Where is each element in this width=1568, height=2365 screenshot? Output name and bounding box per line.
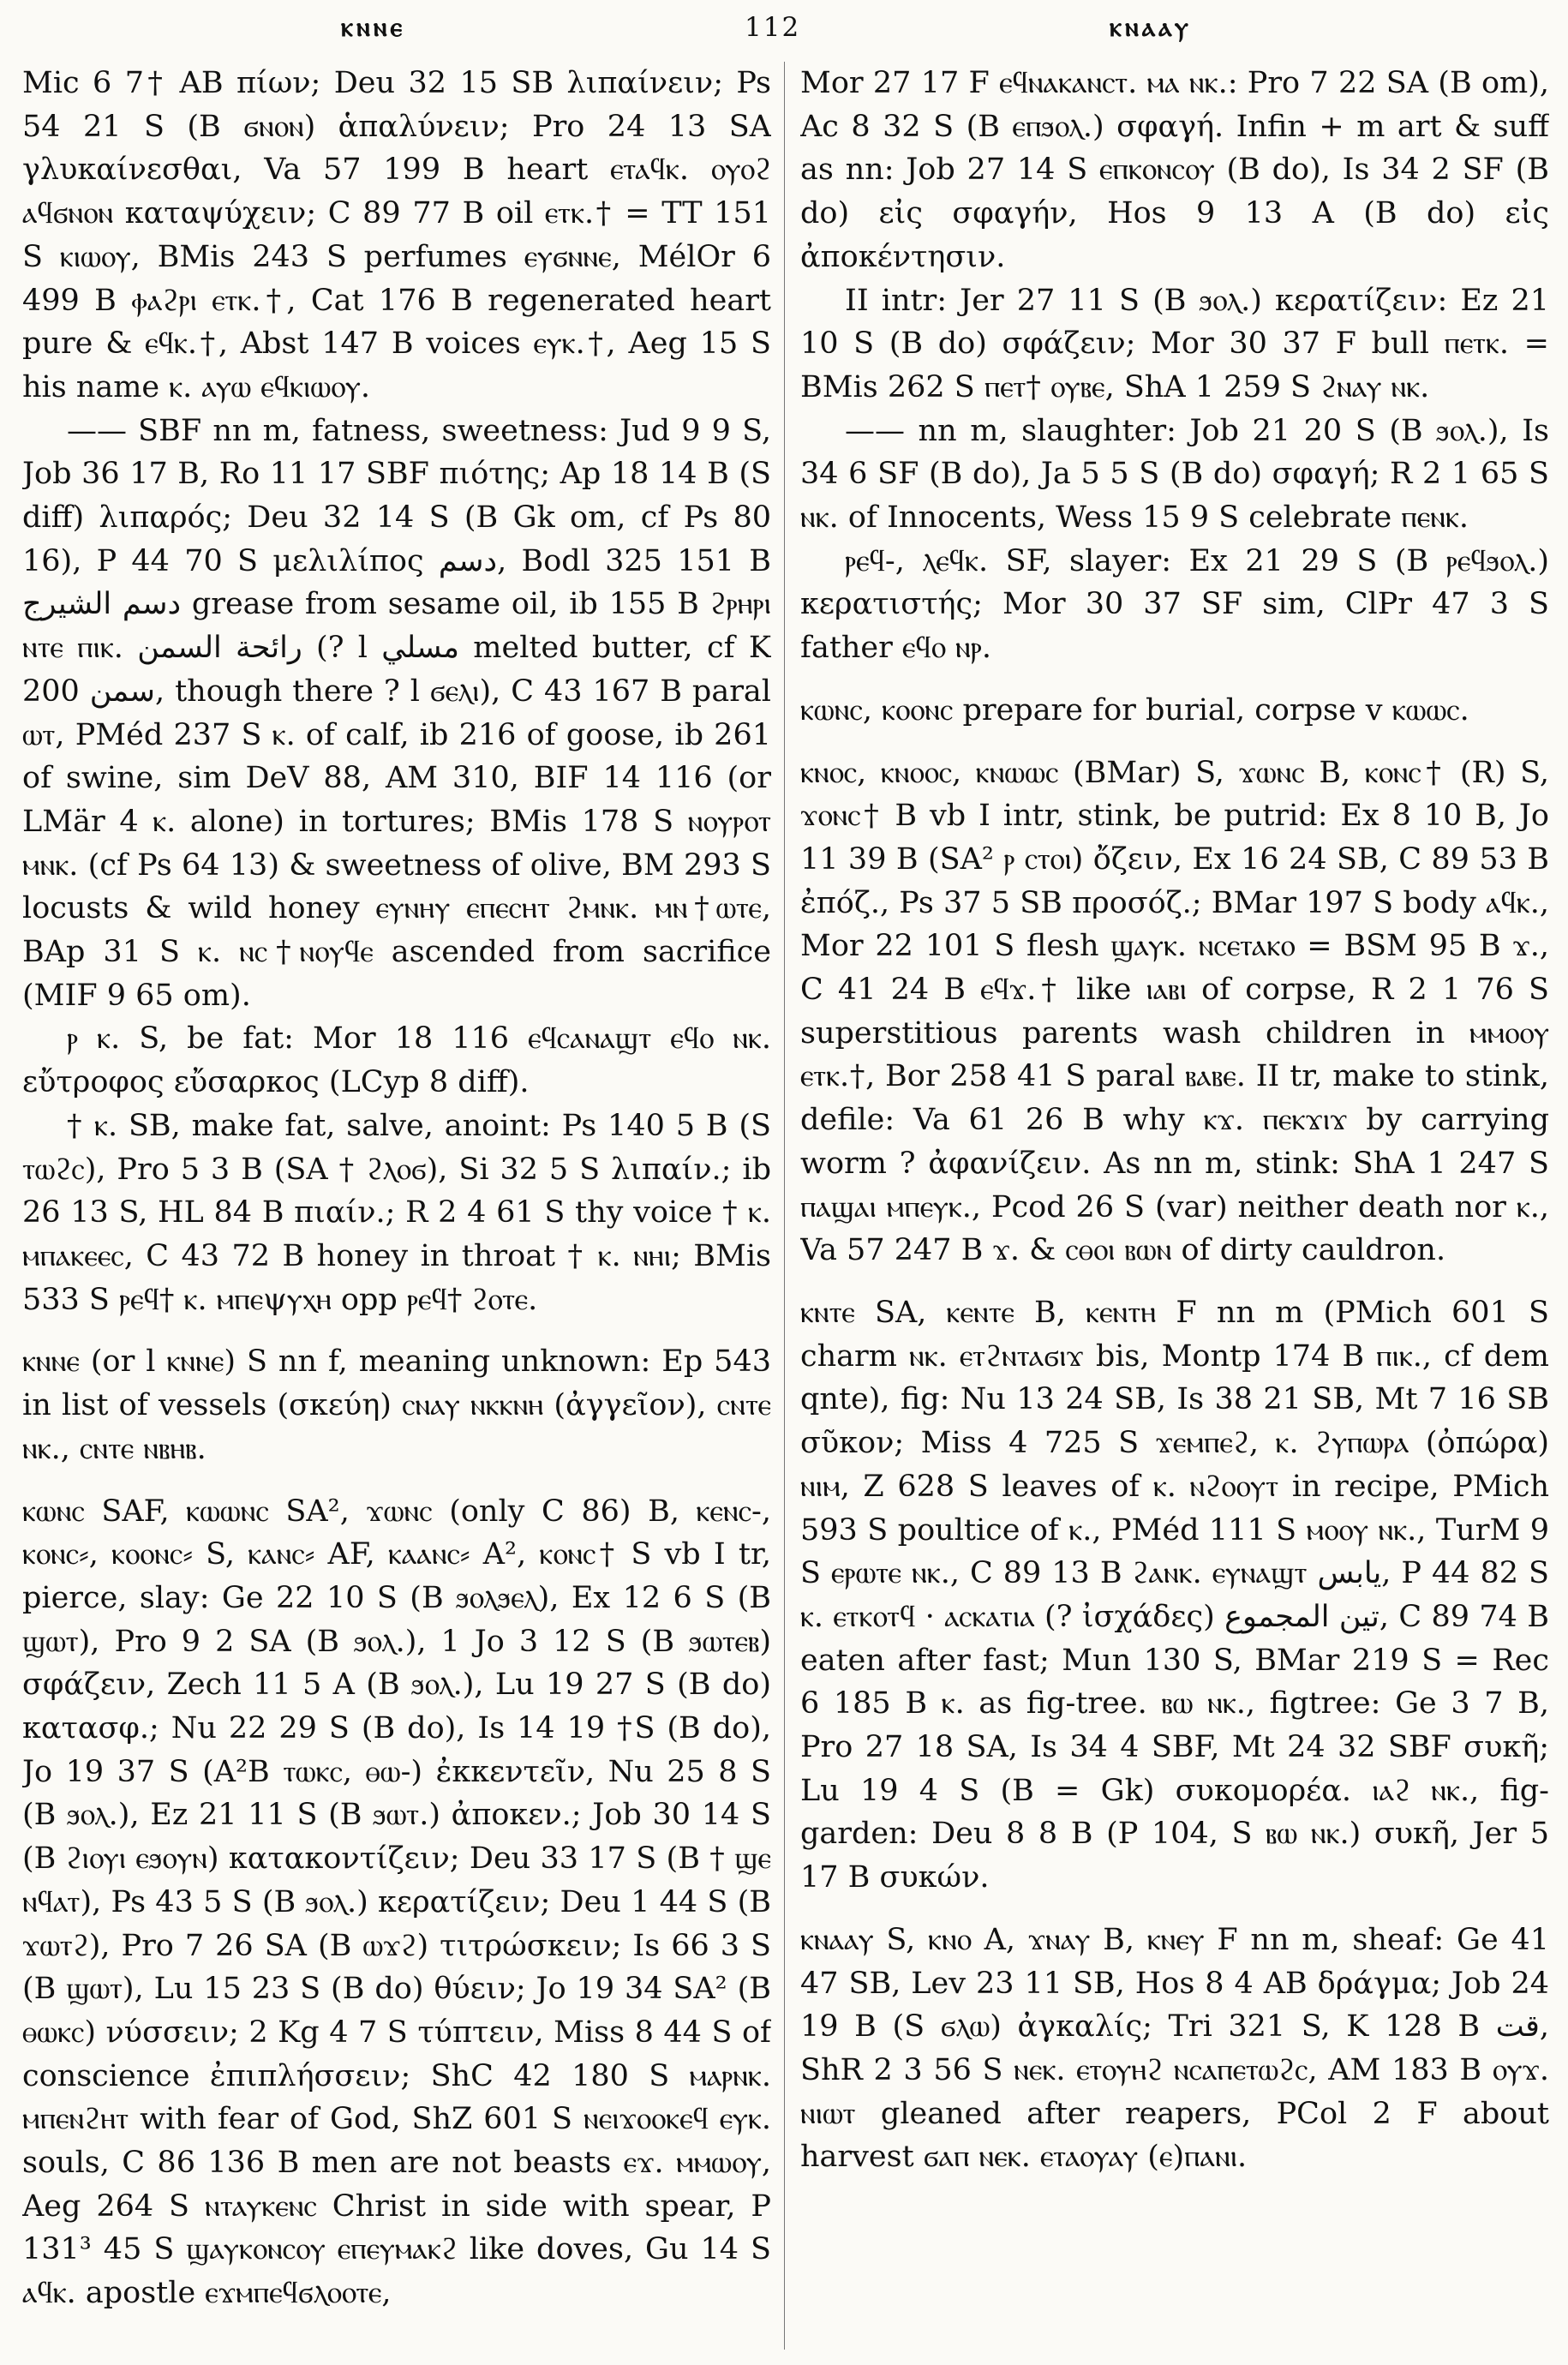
running-head-right: ⲕⲛⲁⲁⲩ	[1110, 12, 1192, 43]
entry-paragraph: Mic 6 7† AB πίων; Deu 32 15 SB λιπαίνειν; Ps 54 21 S (B ϭⲛⲟⲛ) ἁπαλύνειν; Pro 24 13 SA γλυκαίνεσθαι, Va 57 199 B heart ⲉⲧⲁϥⲕ. ⲟⲩⲟϩ ⲁϥϭⲛⲟⲛ καταψύχειν; C 89 77 B oil ⲉⲧⲕ.† = TT 151 S ⲕⲓⲱⲟⲩ, BMis 243 S perfumes ⲉⲩϭⲛⲛⲉ, MélOr 6 499 B ⲫⲁϩⲣⲓ ⲉⲧⲕ.†, Cat 176 B regenerated heart pure & ⲉϥⲕ.†, Abst 147 B voices ⲉⲩⲕ.†, Aeg 15 S his name ⲕ. ⲁⲩⲱ ⲉϥⲕⲓⲱⲟⲩ.	[22, 66, 771, 404]
entry-paragraph: ⲣⲉϥ-, ⲗⲉϥⲕ. SF, slayer: Ex 21 29 S (B ⲣⲉϥϧⲟⲗ.) κερατιστής; Mor 30 37 SF sim, ClPr 47 3 S father ⲉϥⲟ ⲛⲣ.	[800, 543, 1549, 666]
entry-paragraph: † ⲕ. SB, make fat, salve, anoint: Ps 140 5 B (S ⲧⲱϩⲥ), Pro 5 3 B (SA † ϩⲗⲟϭ), Si 32 5 S λιπαίν.; ib 26 13 S, HL 84 B πιαίν.; R 2 4 61 S thy voice † ⲕ. ⲙⲡⲁⲕⲉⲉⲥ, C 43 72 B honey in throat † ⲕ. ⲛⲏⲓ; BMis 533 S ⲣⲉϥ† ⲕ. ⲙⲡⲉψⲩⲭⲏ opp ⲣⲉϥ† ϩⲟⲧⲉ.	[22, 1108, 771, 1317]
page-number: 112	[745, 12, 801, 43]
column-divider	[784, 62, 785, 2350]
left-column	[22, 62, 771, 2358]
entry-headword-paragraph: ⲕⲛⲧⲉ SA, ⲕⲉⲛⲧⲉ B, ⲕⲉⲛⲧⲏ F nn m (PMich 601 S charm ⲛⲕ. ⲉⲧϩⲛⲧⲁϭⲓϫ bis, Montp 174 B ⲡⲓⲕ., cf dem qnte), fig: Nu 13 24 SB, Is 38 21 SB, Mt 7 16 SB σῦκον; Miss 4 725 S ϫⲉⲙⲡⲉϩ, ⲕ. ϩⲩⲡⲱⲣⲁ (ὀπώρα) ⲛⲓⲙ, Z 628 S leaves of ⲕ. ⲛϩⲟⲟⲩⲧ in recipe, PMich 593 S poultice of ⲕ., PMéd 111 S ⲙⲟⲟⲩ ⲛⲕ., TurM 9 S ⲉⲣⲱⲧⲉ ⲛⲕ., C 89 13 B ϩⲁⲛⲕ. ⲉⲩⲛⲁϣⲧ يابس, P 44 82 S ⲕ. ⲉⲧⲕⲟⲧϥ · ⲁⲥⲕⲁⲧⲓⲁ (? ἰσχάδες) تين المجموع, C 89 74 B eaten after fast; Mun 130 S, BMar 219 S = Rec 6 185 B ⲕ. as fig-tree. ⲃⲱ ⲛⲕ., figtree: Ge 3 7 B, Pro 27 18 SA, Is 34 4 SBF, Mt 24 32 SBF συκῆ; Lu 19 4 S (B = Gk) συκομορέα. ⲓⲁϩ ⲛⲕ., fig-garden: Deu 8 8 B (P 104, S ⲃⲱ ⲛⲕ.) συκῆ, Jer 5 17 B συκών.	[800, 1295, 1549, 1895]
entry-paragraph: Mor 27 17 F ⲉϥⲛⲁⲕⲁⲛⲥⲧ. ⲙⲁ ⲛⲕ.: Pro 7 22 SA (B om), Ac 8 32 S (B ⲉⲡϧⲟⲗ.) σφαγή. Infin + m art & suff as nn: Job 27 14 S ⲉⲡⲕⲟⲛⲥⲟⲩ (B do), Is 34 2 SF (B do) εἰς σφαγήν, Hos 9 13 A (B do) εἰς ἀποκέντησιν.	[800, 66, 1549, 274]
entry-headword-paragraph: ⲕⲱⲛⲥ SAF, ⲕⲱⲱⲛⲥ SA², ϫⲱⲛⲥ (only C 86) B, ⲕⲉⲛⲥ-, ⲕⲟⲛⲥ⸗, ⲕⲟⲟⲛⲥ⸗ S, ⲕⲁⲛⲥ⸗ AF, ⲕⲁⲁⲛⲥ⸗ A², ⲕⲟⲛⲥ† S vb I tr, pierce, slay: Ge 22 10 S (B ϧⲟⲗϧⲉⲗ), Ex 12 6 S (B ϣⲱⲧ), Pro 9 2 SA (B ϧⲟⲗ.), 1 Jo 3 12 S (B ϧⲱⲧⲉⲃ) σφάζειν, Zech 11 5 A (B ϧⲟⲗ.), Lu 19 27 S (B do) κατασφ.; Nu 22 29 S (B do), Is 14 19 †S (B do), Jo 19 37 S (A²B ⲧⲱⲕⲥ, ⲑⲱ-) ἐκκεντεῖν, Nu 25 8 S (B ϧⲟⲗ.), Ez 21 11 S (B ϧⲱⲧ.) ἀποκεν.; Job 30 14 S (B ϩⲓⲟⲩⲓ ⲉϧⲟⲩⲛ) κατακοντίζειν; Deu 33 17 S (B † ϣⲉ ⲛϥⲁⲧ), Ps 43 5 S (B ϧⲟⲗ.) κερατίζειν; Deu 1 44 S (B ϫⲱⲧϩ), Pro 7 26 SA (B ⲱϫϩ) τιτρώσκειν; Is 66 3 S (B ϣⲱⲧ), Lu 15 23 S (B do) θύειν; Jo 19 34 SA² (B ⲑⲱⲕⲥ) νύσσειν; 2 Kg 4 7 S τύπτειν, Miss 8 44 S of conscience ἐπιπλήσσειν; ShC 42 180 S ⲙⲁⲣⲛⲕ. ⲙⲡⲉⲛϩⲏⲧ with fear of God, ShZ 601 S ⲛⲉⲓϫⲟⲟⲕⲉϥ ⲉⲩⲕ. souls, C 86 136 B men are not beasts ⲉϫ. ⲙⲙⲱⲟⲩ, Aeg 264 S ⲛⲧⲁⲩⲕⲉⲛⲥ Christ in side with spear, P 131³ 45 S ϣⲁⲩⲕⲟⲛⲥⲟⲩ ⲉⲡⲉⲩⲙⲁⲕϩ like doves, Gu 14 S ⲁϥⲕ. apostle ⲉϫⲙⲡⲉϥϭⲗⲟⲟⲧⲉ,	[22, 1494, 771, 2311]
entry-paragraph: —— SBF nn m, fatness, sweetness: Jud 9 9 S, Job 36 17 B, Ro 11 17 SBF πιότης; Ap 18 14 B (S diff) λιπαρός; Deu 32 14 S (B Gk om, cf Ps 80 16), P 44 70 S μελιλίπος دسم, Bodl 325 151 B دسم الشيرج grease from sesame oil, ib 155 B ϩⲣⲏⲣⲓ ⲛⲧⲉ ⲡⲓⲕ. رائحة السمن (? l مسلي melted butter, cf K 200 سمن, though there ? l ϭⲉⲗⲓ), C 43 167 B paral ⲱⲧ, PMéd 237 S ⲕ. of calf, ib 216 of goose, ib 261 of swine, sim DeV 88, AM 310, BIF 14 116 (or LMär 4 ⲕ. alone) in tortures; BMis 178 S ⲛⲟⲩⲣⲟⲧ ⲙⲛⲕ. (cf Ps 64 13) & sweetness of olive, BM 293 S locusts & wild honey ⲉⲩⲛⲏⲩ ⲉⲡⲉⲥⲏⲧ ϩⲙⲛⲕ. ⲙⲛ†ⲱⲧⲉ, BAp 31 S ⲕ. ⲛⲥ†ⲛⲟⲩϥⲉ ascended from sacrifice (MIF 9 65 om).	[22, 413, 771, 1013]
entry-paragraph: —— nn m, slaughter: Job 21 20 S (B ϧⲟⲗ.), Is 34 6 SF (B do), Ja 5 5 S (B do) σφαγή; R 2 1 65 S ⲛⲕ. of Innocents, Wess 15 9 S celebrate ⲡⲉⲛⲕ.	[800, 413, 1549, 536]
entry-headword-paragraph: ⲕⲛⲟⲥ, ⲕⲛⲟⲟⲥ, ⲕⲛⲱⲱⲥ (BMar) S, ϫⲱⲛⲥ B, ⲕⲟⲛⲥ† (R) S, ϫⲟⲛⲥ† B vb I intr, stink, be putrid: Ex 8 10 B, Jo 11 39 B (SA² ⲣ ⲥⲧⲟⲓ) ὄζειν, Ex 16 24 SB, C 89 53 B ἐπόζ., Ps 37 5 SB προσόζ.; BMar 197 S body ⲁϥⲕ., Mor 22 101 S flesh ϣⲁⲩⲕ. ⲛⲥⲉⲧⲁⲕⲟ = BSM 95 B ϫ., C 41 24 B ⲉϥϫ.† like ⲓⲁⲃⲓ of corpse, R 2 1 76 S superstitious parents wash children in ⲙⲙⲟⲟⲩ ⲉⲧⲕ.†, Bor 258 41 S paral ⲃⲁⲃⲉ. II tr, make to stink, defile: Va 61 26 B why ⲕϫ. ⲡⲉⲕϫⲓϫ by carrying worm ? ἀφανίζειν. As nn m, stink: ShA 1 247 S ⲡⲁϣⲁⲓ ⲙⲡⲉⲩⲕ., Pcod 26 S (var) neither death nor ⲕ., Va 57 247 B ϫ. & ⲥⲑⲟⲓ ⲃⲱⲛ of dirty cauldron.	[800, 755, 1549, 1268]
entry-paragraph: II intr: Jer 27 11 S (B ϧⲟⲗ.) κερατίζειν: Ez 21 10 S (B do) σφάζειν; Mor 30 37 F bull ⲡⲉⲧⲕ. = BMis 262 S ⲡⲉⲧ† ⲟⲩⲃⲉ, ShA 1 259 S ϩⲛⲁⲩ ⲛⲕ.	[800, 283, 1549, 404]
entry-headword-paragraph: ⲕⲱⲛⲥ, ⲕⲟⲟⲛⲥ prepare for burial, corpse v ⲕⲱⲱⲥ.	[800, 692, 1469, 727]
right-column	[800, 62, 1549, 2358]
entry-paragraph: ⲣ ⲕ. S, be fat: Mor 18 116 ⲉϥⲥⲁⲛⲁϣⲧ ⲉϥⲟ ⲛⲕ. εὔτροφος εὔσαρκος (LCyp 8 diff).	[22, 1021, 771, 1100]
running-head-left: ⲕⲛⲛⲉ	[341, 12, 406, 43]
entry-headword-paragraph: ⲕⲛⲁⲁⲩ S, ⲕⲛⲟ A, ϫⲛⲁⲩ B, ⲕⲛⲉⲩ F nn m, sheaf: Ge 41 47 SB, Lev 23 11 SB, Hos 8 4 AB δράγμα; Job 24 19 B (S ϭⲗⲱ) ἀγκαλίς; Tri 321 S, K 128 B قت, ShR 2 3 56 S ⲛⲉⲕ. ⲉⲧⲟⲩⲏϩ ⲛⲥⲁⲡⲉⲧⲱϩⲥ, AM 183 B ⲟⲩϫ. ⲛⲓⲱⲧ gleaned after reapers, PCol 2 F about harvest ϭⲁⲡ ⲛⲉⲕ. ⲉⲧⲁⲟⲩⲁⲩ (ⲉ)ⲡⲁⲛⲓ.	[800, 1922, 1549, 2175]
entry-headword-paragraph: ⲕⲛⲛⲉ (or l ⲕⲛⲛⲉ) S nn f, meaning unknown: Ep 543 in list of vessels (σκεύη) ⲥⲛⲁⲩ ⲛⲕⲕⲛⲏ (ἀγγεῖον), ⲥⲛⲧⲉ ⲛⲕ., ⲥⲛⲧⲉ ⲛⲃⲏⲃ.	[22, 1344, 771, 1466]
